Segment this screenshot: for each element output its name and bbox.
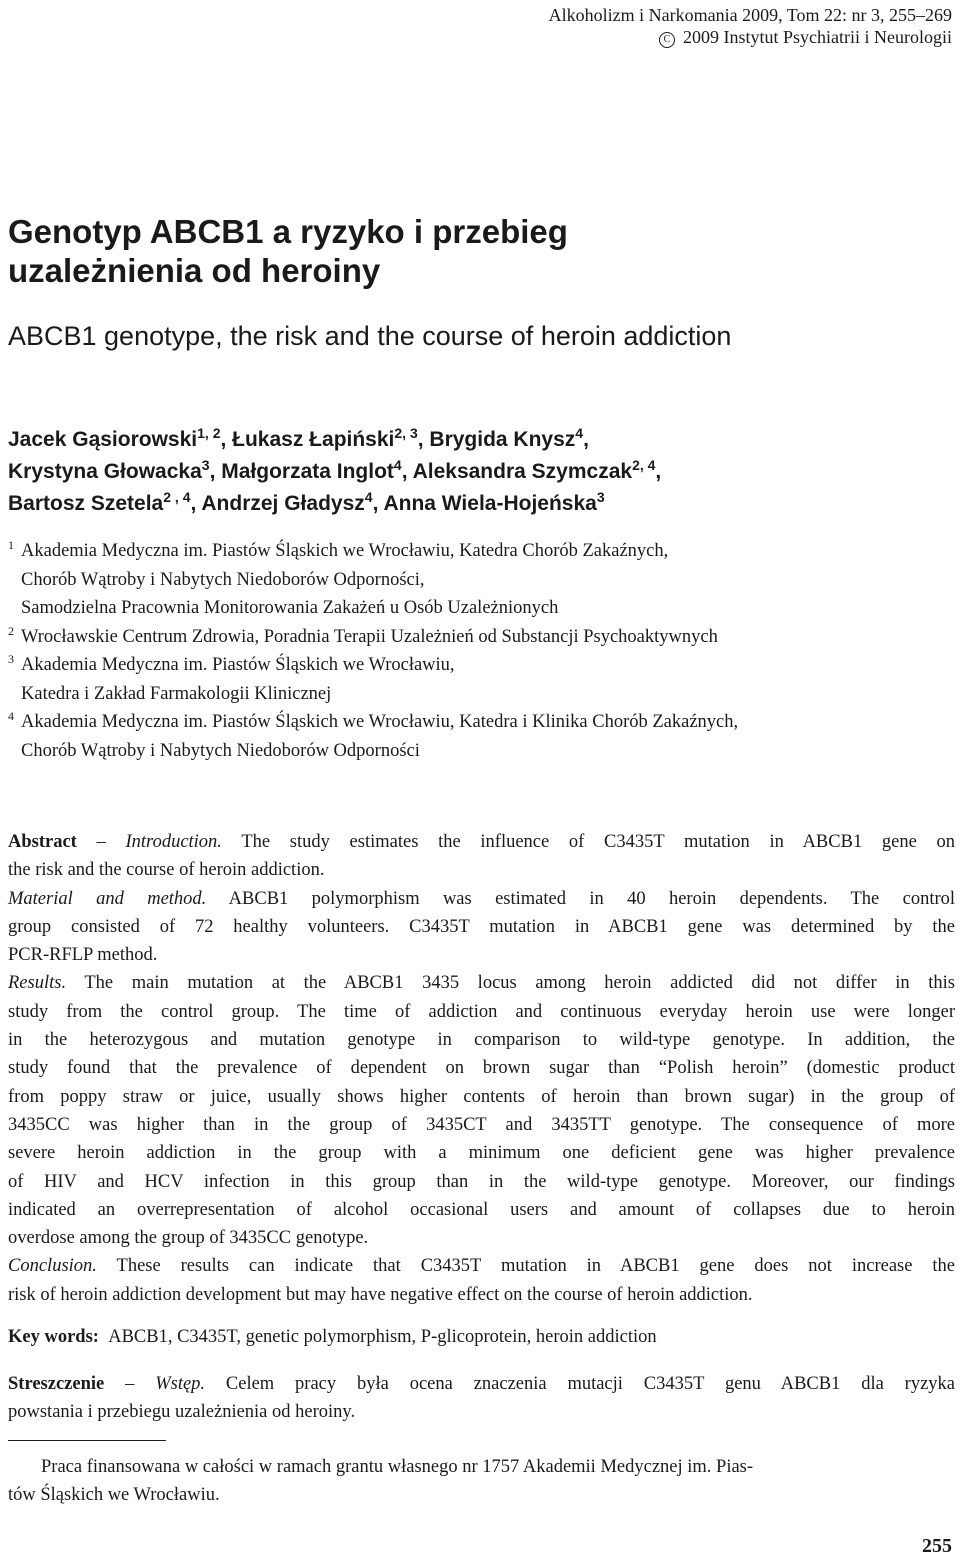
abstract-line: the risk and the course of heroin addiction. [8,860,325,881]
running-head [549,4,952,48]
abstract-line: from poppy straw or juice, usually shows higher contents of heroin than brown sugar) in the group of [8,1086,955,1107]
author-affiliation-ref: 2, 4 [632,457,656,473]
affiliation-number: 4 [8,709,14,723]
abstract-dash: – [76,832,126,852]
author-name: Łukasz Łapiński [232,428,395,451]
author-affiliation-ref: 4 [393,457,402,473]
abstract-line [8,828,955,856]
copyright-text: 2009 Instytut Psychiatrii i Neurologii [683,27,952,47]
author-affiliation-ref: 1, 2 [197,425,221,441]
abstract-introduction [8,828,955,885]
affiliation-line: Katedra i Zakład Farmakologii Klinicznej [21,683,332,704]
abstract-results [8,969,955,1252]
affiliation-number: 1 [8,538,14,552]
affiliation-item [8,623,738,652]
abstract-line: PCR-RFLP method. [8,945,158,966]
abstract-line: overdose among the group of 3435CC genotype. [8,1228,369,1249]
author-name: Brygida Knysz [429,428,576,451]
affiliation-list [8,537,738,765]
streszczenie-dash: – [104,1374,156,1394]
affiliation-line: Akademia Medyczna im. Piastów Śląskich we Wrocławiu, Katedra Chorób Zakaźnych, [21,541,669,561]
copyright-line [549,26,952,48]
author-line [8,456,661,488]
author-affiliation-ref: 2, 3 [394,425,418,441]
author-line [8,488,661,520]
abstract-line: study found that the prevalence of dependent on brown sugar than “Polish heroin” (domestic product [8,1058,955,1079]
author-name: Bartosz Szetela [8,492,164,515]
author-separator: , [209,460,222,483]
section-heading: Conclusion. [8,1256,97,1277]
abstract-label: Abstract [8,832,77,852]
author-affiliation-ref: 4 [364,489,373,505]
affiliation-item [8,651,738,708]
author-name: Anna Wiela-Hojeńska [383,492,597,515]
abstract-conclusion [8,1252,955,1309]
author-name: Krystyna Głowacka [8,460,202,483]
author-separator: , [220,428,233,451]
author-list [8,424,661,520]
abstract-line [8,885,955,913]
affiliation-number: 2 [8,623,14,638]
footnote-rule [8,1440,166,1441]
author-affiliation-ref: 3 [201,457,210,473]
abstract [8,828,955,1309]
author-name: Jacek Gąsiorowski [8,428,198,451]
streszczenie-label: Streszczenie [8,1374,105,1394]
affiliation-item [8,537,738,623]
journal-citation: Alkoholizm i Narkomania 2009, Tom 22: nr 3, 255–269 [548,5,952,25]
footnote [8,1453,955,1510]
title-line: uzależnienia od heroiny [8,252,381,289]
keywords-label: Key words: [8,1327,99,1347]
section-heading: Material and method. [8,888,207,909]
author-name: Aleksandra Szymczak [412,460,633,483]
affiliation-number: 3 [8,652,14,666]
paper-title-english: ABCB1 genotype, the risk and the course of heroin addiction [8,321,732,351]
keywords-value: ABCB1, C3435T, genetic polymorphism, P-glicoprotein, heroin addiction [108,1327,657,1347]
streszczenie-line [8,1370,955,1398]
abstract-line: 3435CC was higher than in the group of 3435CT and 3435TT genotype. The consequence of more [8,1114,955,1135]
footnote-line: Praca finansowana w całości w ramach grantu własnego nr 1757 Akademii Medycznej im. Pias- [41,1457,754,1477]
page-number: 255 [922,1535,952,1557]
affiliation-line: Samodzielna Pracownia Monitorowania Zakażeń u Osób Uzależnionych [21,598,559,618]
abstract-line [8,969,955,997]
author-name: Andrzej Gładysz [201,492,365,515]
paper-title-polish [8,212,568,290]
abstract-method [8,885,955,970]
section-heading: Results. [8,973,67,994]
abstract-line [8,1252,955,1280]
affiliation-line: Wrocławskie Centrum Zdrowia, Poradnia Terapii Uzależnień od Substancji Psychoaktywnych [21,626,718,647]
author-separator: , [401,460,413,483]
section-heading: Introduction. [125,832,222,852]
author-separator: , [372,492,384,515]
author-separator: , [417,428,430,451]
author-affiliation-ref: 4 [575,425,584,441]
author-separator: , [190,492,202,515]
abstract-line: severe heroin addiction in the group with a minimum one deficient gene was higher prevalence [8,1143,955,1164]
author-affiliation-ref: 2 , 4 [163,489,191,505]
author-separator: , [583,428,589,451]
abstract-line: group consisted of 72 healthy volunteers. C3435T mutation in ABCB1 gene was determined by the [8,916,955,937]
affiliation-line: Chorób Wątroby i Nabytych Niedoborów Odporności, [21,569,425,590]
footnote-line: tów Śląskich we Wrocławiu. [8,1485,220,1506]
abstract-line: risk of heroin addiction development but may have negative effect on the course of heroin addiction. [8,1284,753,1305]
copyright-icon: C [659,32,675,48]
abstract-line: indicated an overrepresentation of alcohol occasional users and amount of collapses due to heroin [8,1199,955,1220]
affiliation-line: Akademia Medyczna im. Piastów Śląskich we Wrocławiu, Katedra i Klinika Chorób Zakaźnych, [21,712,739,732]
abstract-text: ABCB1 polymorphism was estimated in 40 heroin dependents. The control [228,888,956,909]
author-line [8,424,661,456]
abstract-line: of HIV and HCV infection in this group than in the wild-type genotype. Moreover, our findings [8,1171,955,1192]
section-heading: Wstęp. [155,1374,206,1394]
streszczenie-paragraph [8,1370,955,1427]
title-line: Genotyp ABCB1 a ryzyko i przebieg [8,213,568,250]
author-separator: , [655,460,662,483]
affiliation-line: Chorób Wątroby i Nabytych Niedoborów Odporności [21,740,420,761]
author-affiliation-ref: 3 [596,489,605,505]
abstract-line: study from the control group. The time of addiction and continuous everyday heroin use were longer [8,1001,955,1022]
streszczenie-line: powstania i przebiegu uzależnienia od heroiny. [8,1402,356,1423]
keywords [8,1323,657,1351]
streszczenie-text: Celem pracy była ocena znaczenia mutacji C3435T genu ABCB1 dla ryzyka [225,1374,956,1394]
abstract-text: The study estimates the influence of C3435T mutation in ABCB1 gene on [241,832,956,852]
abstract-line: in the heterozygous and mutation genotype in comparison to wild-type genotype. In addition, the [8,1030,955,1051]
streszczenie [8,1370,955,1427]
abstract-text: These results can indicate that C3435T mutation in ABCB1 gene does not increase the [116,1256,956,1277]
author-name: Małgorzata Inglot [221,460,394,483]
affiliation-line: Akademia Medyczna im. Piastów Śląskich we Wrocławiu, [21,655,455,675]
affiliation-item [8,708,738,765]
abstract-text: The main mutation at the ABCB1 3435 locus among heroin addicted did not differ in this [84,973,955,994]
